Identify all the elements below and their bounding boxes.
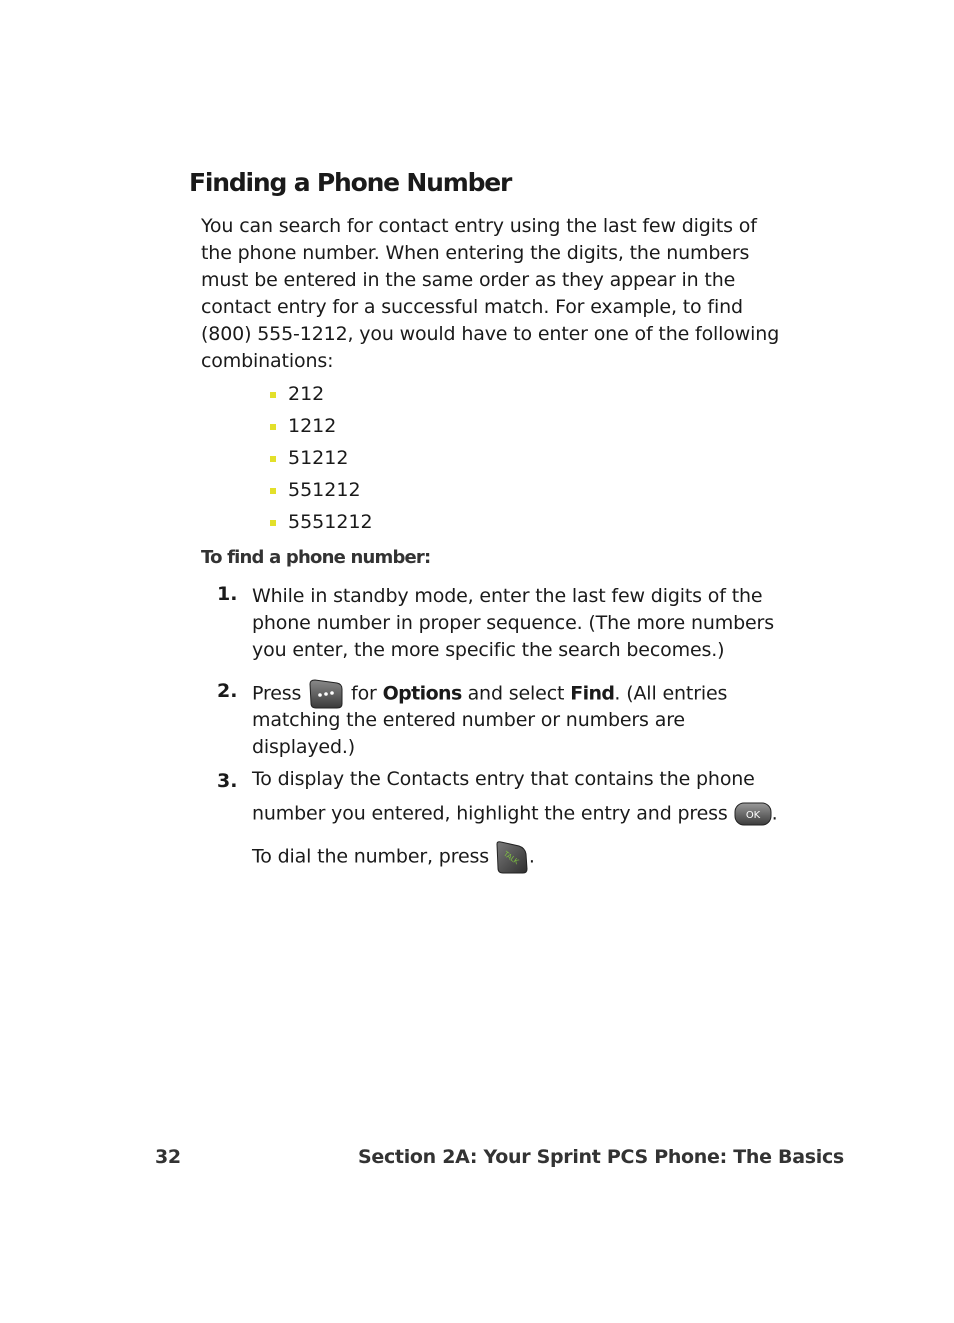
step-number: 1.: [217, 583, 238, 605]
page-number: 32: [155, 1146, 181, 1168]
step-line: Press for Options and select Find. (All entries: [252, 678, 727, 710]
step-line: matching the entered number or numbers are: [252, 709, 685, 731]
page-heading: Finding a Phone Number: [189, 168, 512, 197]
bullet-icon: [270, 488, 276, 494]
bullet-icon: [270, 424, 276, 430]
step-line: To dial the number, press TALK .: [252, 840, 535, 874]
list-item: 551212: [268, 476, 373, 508]
bullet-icon: [270, 456, 276, 462]
step-number: 2.: [217, 680, 238, 702]
list-item: 212: [268, 380, 373, 412]
ok-key-label: OK: [745, 810, 760, 821]
talk-key-icon: [495, 840, 529, 874]
section-title: Section 2A: Your Sprint PCS Phone: The Basics: [358, 1146, 844, 1168]
list-item: 5551212: [268, 508, 373, 540]
bullet-icon: [270, 520, 276, 526]
menu-softkey-icon: [307, 678, 345, 710]
procedure-title: To find a phone number:: [201, 547, 431, 568]
talk-key-label: TALK: [501, 850, 520, 866]
step-line: To display the Contacts entry that contains the phone: [252, 768, 755, 790]
step-text: While in standby mode, enter the last few digits of the phone number in proper sequence. (The more numbers you enter, the more specific the search becomes.): [252, 585, 774, 661]
intro-paragraph: You can search for contact entry using the last few digits of the phone number. When entering the digits, the numbers must be entered in the same order as they appear in the contact entry for a successful match. For example, to find (800) 555-1212, you would have to enter one of the following combinations:: [201, 215, 780, 372]
combinations-list: [268, 380, 373, 540]
list-item: 1212: [268, 412, 373, 444]
list-item: 51212: [268, 444, 373, 476]
step-line: displayed.): [252, 736, 356, 758]
step-number: 3.: [217, 770, 238, 792]
bullet-icon: [270, 392, 276, 398]
step-line: number you entered, highlight the entry and press OK .: [252, 802, 778, 825]
ok-key-icon: [734, 802, 772, 826]
